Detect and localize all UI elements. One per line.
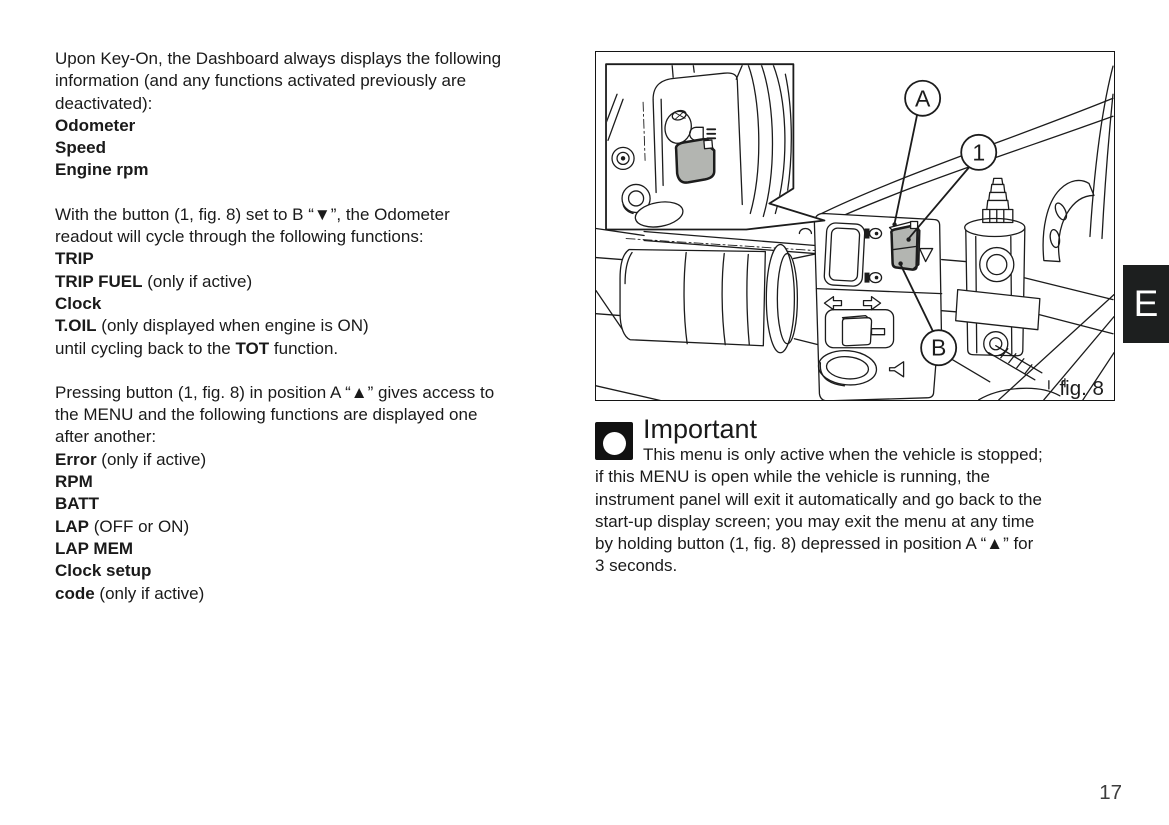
text-line: T.OIL (only displayed when engine is ON) <box>55 316 369 336</box>
callout-b <box>921 330 956 365</box>
text-line: information (and any functions activated previously are <box>55 71 467 91</box>
text-line: instrument panel will exit it automatically and go back to the <box>595 489 1042 509</box>
svg-text:A: A <box>914 85 931 112</box>
text-line: With the button (1, fig. 8) set to B “▼”, the Odometer <box>55 204 450 224</box>
text-line: Clock setup <box>55 561 152 581</box>
clutch-lever <box>1090 66 1113 236</box>
important-icon <box>595 422 633 460</box>
text-line: RPM <box>55 472 93 492</box>
text-line: Upon Key-On, the Dashboard always displays the following <box>55 49 502 68</box>
text-line: deactivated): <box>55 93 153 113</box>
text-line: if this MENU is open while the vehicle is running, the <box>595 467 990 487</box>
clutch-master-cylinder <box>942 66 1114 400</box>
important-body <box>595 444 1119 578</box>
text-line: Error (only if active) <box>55 449 207 469</box>
important-icon-dot <box>603 432 626 455</box>
detail-inset <box>601 56 824 230</box>
text-line: readout will cycle through the following functions: <box>55 227 424 247</box>
text-line: This menu is only active when the vehicle is stopped; <box>643 445 1043 464</box>
svg-text:B: B <box>930 334 947 361</box>
text-line: Speed <box>55 138 107 158</box>
text-line: Odometer <box>55 115 136 135</box>
text-line: LAP (OFF or ON) <box>55 516 190 536</box>
text-line: until cycling back to the TOT function. <box>55 338 339 358</box>
text-line: Clock <box>55 293 102 313</box>
body-text-column <box>55 48 580 605</box>
menu-rocker-switch-closeup <box>676 139 714 182</box>
handlebar-grip <box>620 245 818 353</box>
paragraph-keyon-display <box>55 48 580 182</box>
text-line: the MENU and the following functions are displayed one <box>55 405 478 425</box>
text-line: by holding button (1, fig. 8) depressed in position A “▲” for <box>595 534 1034 554</box>
svg-text:1: 1 <box>972 139 986 166</box>
callout-1 <box>961 135 996 170</box>
cable-adjuster <box>983 178 1013 222</box>
lever-bracket <box>1043 180 1094 261</box>
text-line: BATT <box>55 494 100 514</box>
handlebar-line-drawing <box>596 52 1114 400</box>
text-line: 3 seconds. <box>595 556 678 576</box>
text-line: TRIP FUEL (only if active) <box>55 271 253 291</box>
text-line: code (only if active) <box>55 583 205 603</box>
callout-a <box>905 81 940 116</box>
text-line: TRIP <box>55 249 94 269</box>
text-line: after another: <box>55 427 157 447</box>
page-number: 17 <box>1099 781 1122 804</box>
important-title: Important <box>643 414 758 444</box>
important-note <box>595 414 1119 578</box>
figure-caption: fig. 8 <box>1059 376 1104 400</box>
text-line: Engine rpm <box>55 160 149 180</box>
text-line: start-up display screen; you may exit the menu at any time <box>595 511 1035 531</box>
text-line: Pressing button (1, fig. 8) in position A “▲” gives access to <box>55 382 495 402</box>
paragraph-odometer-cycle <box>55 204 580 360</box>
language-tab-e: E <box>1123 265 1169 343</box>
paragraph-menu-access <box>55 382 580 605</box>
figure-8-illustration <box>595 51 1115 401</box>
text-line: LAP MEM <box>55 538 134 558</box>
